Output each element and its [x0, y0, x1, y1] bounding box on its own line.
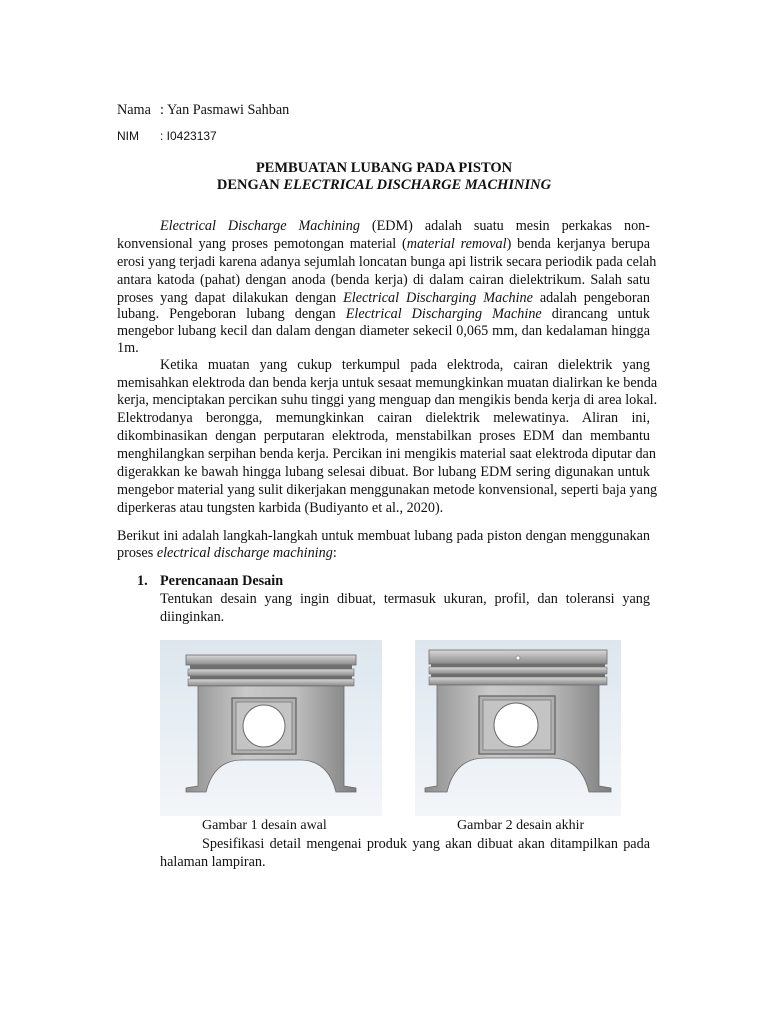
p3-line-2: proses electrical discharge machining:	[117, 545, 337, 561]
title-line-1: PEMBUATAN LUBANG PADA PISTON	[255, 160, 513, 176]
nim-label: NIM	[117, 129, 139, 143]
p2-line-9: diperkeras atau tungsten karbida (Budiyanto et al., 2020).	[117, 500, 444, 516]
p2-line-2: memisahkan elektroda dan benda kerja untuk sesaat memungkinkan muatan dialirkan ke benda	[117, 375, 658, 391]
list-item-number: 1.	[137, 573, 148, 589]
p1-line-1: Electrical Discharge Machining (EDM) adalah suatu mesin perkakas non-	[160, 218, 650, 234]
nim-value: : I0423137	[160, 129, 217, 143]
p1-line-6: lubang. Pengeboran lubang dengan Electrical Discharging Machine dirancang untuk	[117, 306, 650, 322]
p2-line-1: Ketika muatan yang cukup terkumpul pada elektroda, cairan dielektrik yang	[160, 357, 650, 373]
name-label: Nama	[117, 102, 151, 118]
p2-line-8: mengebor material yang sulit dikerjakan menggunakan metode konvensional, seperti baja yang	[117, 482, 658, 498]
figure-1-caption: Gambar 1 desain awal	[202, 818, 327, 833]
figure-2-piston-final	[415, 640, 621, 816]
p4-line-2: halaman lampiran.	[160, 854, 266, 870]
p1-line-8: 1m.	[117, 340, 139, 356]
p2-line-5: dikombinasikan dengan perputaran elektroda, menstabilkan proses EDM dan membantu	[117, 428, 650, 444]
p2-line-3: kerja, menciptakan percikan suhu tinggi yang menguap dan mengikis benda kerja di area lokal.	[117, 392, 658, 408]
piston-drawing-1	[160, 640, 382, 816]
list-item-text-2: diinginkan.	[160, 609, 225, 625]
title-line-2: DENGAN ELECTRICAL DISCHARGE MACHINING	[216, 177, 552, 193]
p1-line-2: konvensional yang proses pemotongan material (material removal) benda kerjanya berupa	[117, 236, 650, 252]
list-item-text-1: Tentukan desain yang ingin dibuat, termasuk ukuran, profil, dan toleransi yang	[160, 591, 650, 607]
p2-line-6: menghilangkan serpihan benda kerja. Percikan ini mengikis material saat elektroda diputar dan	[117, 446, 656, 462]
p2-line-7: digerakkan ke bawah hingga lubang selesai dibuat. Bor lubang EDM sering digunakan untuk	[117, 464, 650, 480]
p1-line-7: mengebor lubang kecil dan dalam dengan diameter sekecil 0,065 mm, dan kedalaman hingga	[117, 323, 650, 339]
p1-line-3: erosi yang terjadi karena adanya sejumlah loncatan bunga api listrik secara periodik pada celah	[117, 254, 657, 270]
figure-2-caption: Gambar 2 desain akhir	[457, 818, 585, 833]
p1-line-4: antara katoda (pahat) dengan anoda (benda kerja) di dalam cairan dielektrikum. Salah satu	[117, 272, 650, 288]
name-value: : Yan Pasmawi Sahban	[160, 102, 290, 118]
list-item-heading: Perencanaan Desain	[160, 573, 284, 589]
p3-line-1: Berikut ini adalah langkah-langkah untuk membuat lubang pada piston dengan menggunakan	[117, 528, 650, 544]
p4-line-1: Spesifikasi detail mengenai produk yang akan dibuat akan ditampilkan pada	[202, 836, 650, 852]
small-hole-marker	[516, 656, 520, 660]
piston-drawing-2	[415, 640, 621, 816]
p1-line-5: proses yang dapat dilakukan dengan Electrical Discharging Machine adalah pengeboran	[117, 290, 650, 306]
p2-line-4: Elektrodanya berongga, memungkinkan cairan dielektrik melewatinya. Aliran ini,	[117, 410, 650, 426]
figure-1-piston-initial	[160, 640, 382, 816]
